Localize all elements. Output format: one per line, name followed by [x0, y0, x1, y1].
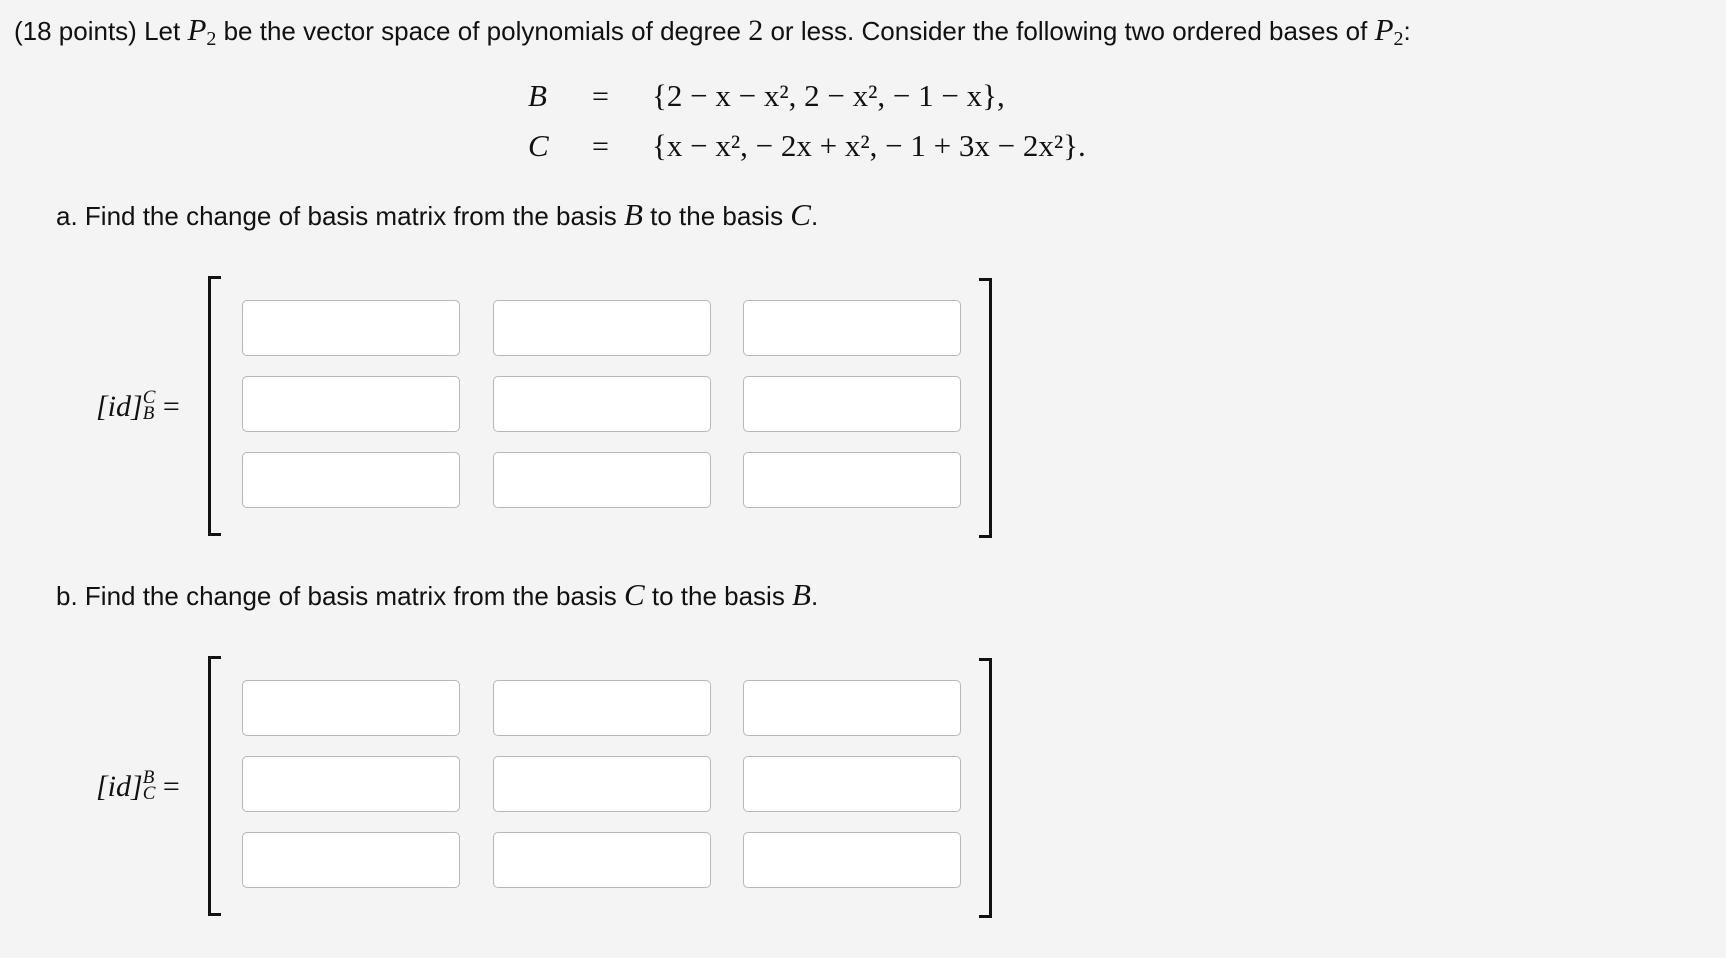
p2-symbol: $P_2$ [187, 12, 217, 50]
matrix-b-cell-3-1[interactable] [242, 832, 460, 888]
matrix-a-cell-2-3[interactable] [743, 376, 961, 432]
basis-c-symbol: C [528, 128, 549, 163]
matrix-b-cell-1-2[interactable] [493, 680, 711, 736]
part-a-left-bracket [208, 276, 221, 536]
matrix-a-cell-1-2[interactable] [493, 300, 711, 356]
matrix-b-cell-1-3[interactable] [743, 680, 961, 736]
matrix-a-cell-1-1[interactable] [242, 300, 460, 356]
matrix-a-cell-3-1[interactable] [242, 452, 460, 508]
problem-statement: (18 points) Let $P_2$ be the vector space of polynomials of degree 2 or less. Consider the following two ordered bases of $P_2$: [14, 12, 1411, 50]
p2-symbol-end: $P_2$ [1374, 12, 1404, 50]
part-a-right-bracket [979, 278, 992, 538]
part-b-left-bracket [208, 656, 221, 916]
matrix-a-cell-2-2[interactable] [493, 376, 711, 432]
part-a-matrix-label: [id] C B = [96, 387, 180, 424]
basis-b-symbol: B [528, 78, 547, 113]
part-b-question: b. Find the change of basis matrix from the basis C to the basis B. [56, 577, 819, 612]
matrix-b-cell-3-2[interactable] [493, 832, 711, 888]
matrix-b-cell-2-2[interactable] [493, 756, 711, 812]
matrix-b-cell-2-1[interactable] [242, 756, 460, 812]
matrix-b-cell-1-1[interactable] [242, 680, 460, 736]
basis-b-equals: = [592, 80, 609, 113]
degree-value: 2 [748, 14, 764, 47]
matrix-a-cell-3-2[interactable] [493, 452, 711, 508]
part-b-matrix-label: [id] B C = [96, 767, 180, 804]
statement-text-end: or less. Consider the following two ordered bases of [763, 16, 1375, 46]
basis-c-equals: = [592, 130, 609, 163]
part-b-right-bracket [979, 658, 992, 918]
matrix-a-cell-2-1[interactable] [242, 376, 460, 432]
matrix-b-cell-3-3[interactable] [743, 832, 961, 888]
matrix-b-cell-2-3[interactable] [743, 756, 961, 812]
statement-text: be the vector space of polynomials of degree [216, 16, 749, 46]
points-text: (18 points) Let [14, 16, 188, 46]
basis-b-set: {2 − x − x², 2 − x², − 1 − x}, [652, 78, 1005, 113]
matrix-a-cell-3-3[interactable] [743, 452, 961, 508]
part-a-question: a. Find the change of basis matrix from the basis B to the basis C. [56, 197, 819, 232]
basis-c-set: {x − x², − 2x + x², − 1 + 3x − 2x²}. [652, 128, 1086, 163]
matrix-a-cell-1-3[interactable] [743, 300, 961, 356]
